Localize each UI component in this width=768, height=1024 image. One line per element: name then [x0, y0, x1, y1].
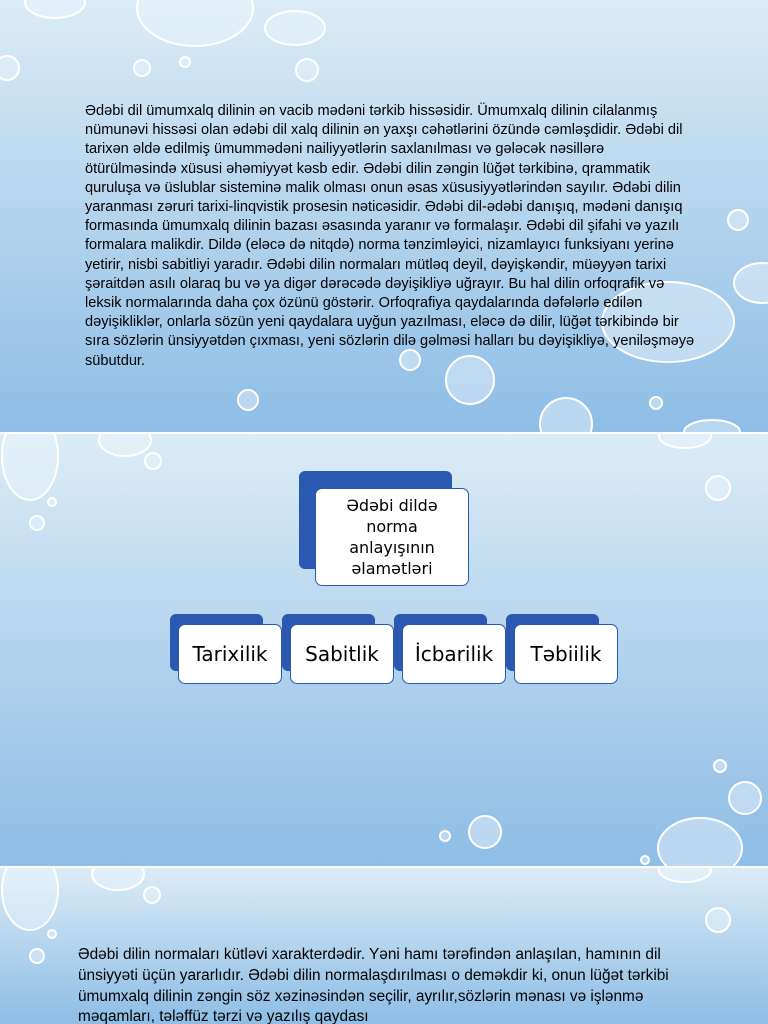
slide-1-paragraph: Ədəbi dil ümumxalq dilinin ən vacib mədəni tərkib hissəsidir. Ümumxalq dilinin cilalanmış nümunəvi hissəsi olan ədəbi dil xalq dilinin ən yaxşı cəhətlərini özündə cəmləşdidir. Ədəbi dil tarixən əldə edilmiş ümummədəni nailiyyətlərin saxlanılması və gələcək nəsillərə ötürülməsində xüsusi əhəmiyyət kəsb edir. Ədəbi dilin zəngin lüğət tərkibinə, qrammatik quruluşa və üslublar sisteminə malik olması onun əsas xüsusiyyətlərindən sayılır. Ədəbi dilin yaranması zəruri tarixi-linqvistik prosesin nəticəsidir. Ədəbi dil-ədəbi danışıq, mədəni danışıq formasında ümumxalq dilinin bazası əsasında yaranır və formalaşır. Ədəbi dil şifahi və yazılı formalara malikdir. Dildə (eləcə də nitqdə) norma tənzimləyici, nizamlayıcı funksiyanı yerinə yetirir, nisbi sabitliyi yaradır. Ədəbi dilin normaları mütləq deyil, dəyişkəndir, müəyyən tarixi şəraitdən asılı olaraq bu və ya digər dərəcədə dəyişikliyə uğrayır. Bu hal dilin orfoqrafik və leksik normalarında daha çox özünü göstərir. Orfoqrafiya qaydalarında dəfələrlə edilən dəyişikliklər, onlarla sözün yeni qaydalara uyğun yazılması, eləcə də dilir, lüğət tərkibində bir sıra sözlərin ünsiyyətdən çıxması, yeni sözlərin dilə gəlməsi halları bu dəyişikliyə, yeniləşməyə sübutdur.	[85, 103, 695, 369]
slide-1	[0, 0, 768, 432]
diagram-child-node-1	[170, 614, 283, 686]
diagram-child-node-2	[282, 614, 395, 686]
child-node-label: İcbarilik	[402, 624, 506, 684]
slide-2	[0, 434, 768, 866]
slide-3-paragraph: Ədəbi dilin normaları kütləvi xarakterdədir. Yəni hamı tərəfindən anlaşılan, hamının dil ünsiyyəti üçün yararlıdır. Ədəbi dilin normalaşdırılması o deməkdir ki, onun lüğət tərkibi ümumxalq dilinin zəngin söz xəzinəsindən seçilir, ayrılır,sözlərin mənası və işlənmə məqamları, tələffüz tərzi və yazılış qaydası	[78, 946, 669, 1024]
diagram-child-node-4	[506, 614, 619, 686]
diagram-child-node-3	[394, 614, 507, 686]
main-node-label: Ədəbi dildə norma anlayışının əlamətləri	[315, 488, 469, 586]
child-node-label: Təbiilik	[514, 624, 618, 684]
child-node-label: Sabitlik	[290, 624, 394, 684]
slide-3	[0, 868, 768, 1024]
child-node-label: Tarixilik	[178, 624, 282, 684]
diagram-main-node	[299, 471, 471, 587]
